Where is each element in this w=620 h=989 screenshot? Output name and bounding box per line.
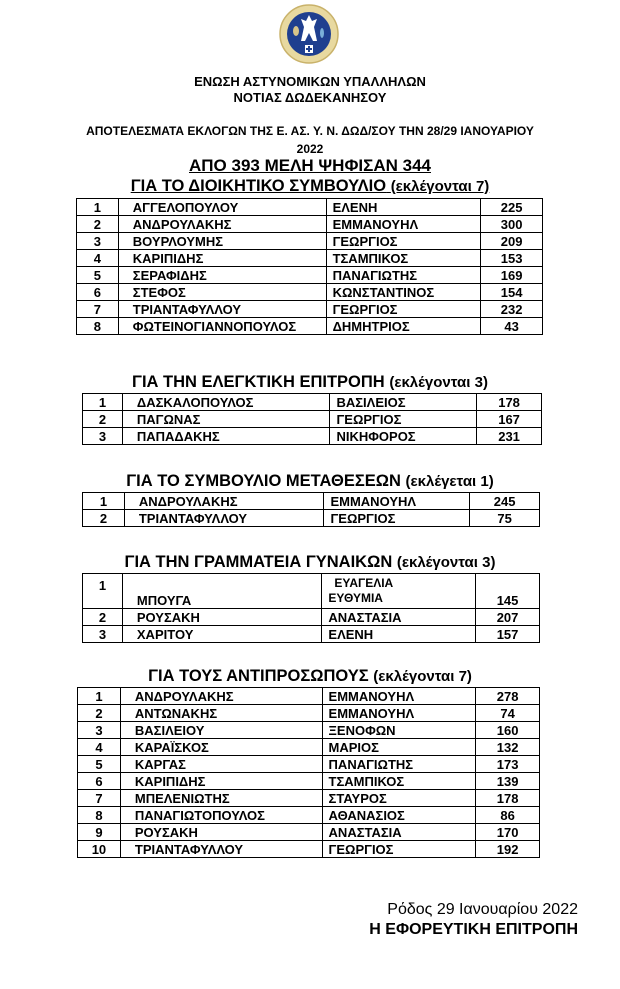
results-line-2: 2022: [296, 142, 324, 156]
results-table-board: [76, 198, 543, 335]
votes-cell: 145: [476, 574, 540, 609]
table-row: [78, 824, 540, 841]
surname-cell: ΣΤΕΦΟΣ: [118, 284, 326, 301]
surname-cell: ΠΑΓΩΝΑΣ: [122, 411, 330, 428]
section-name: ΓΙΑ ΤΟ ΣΥΜΒΟΥΛΙΟ ΜΕΤΑΘΕΣΕΩΝ: [126, 472, 401, 490]
row-number: 3: [77, 233, 119, 250]
row-number: 2: [83, 609, 123, 626]
votes-cell: 232: [481, 301, 543, 318]
surname-cell: ΑΓΓΕΛΟΠΟΥΛΟΥ: [118, 199, 326, 216]
votes-cell: 278: [476, 688, 540, 705]
signature: Η ΕΦΟΡΕΥΤΙΚΗ ΕΠΙΤΡΟΠΗ: [369, 921, 578, 938]
firstname-cell: ΕΛΕΝΗ: [322, 626, 476, 643]
surname-cell: ΑΝΔΡΟΥΛΑΚΗΣ: [124, 493, 324, 510]
firstname-cell: ΠΑΝΑΓΙΩΤΗΣ: [326, 267, 481, 284]
surname-cell: ΚΑΡΙΠΙΔΗΣ: [118, 250, 326, 267]
firstname-line-1: ΕΥΑΓΕΛΙΑ: [334, 576, 394, 590]
votes-cell: 139: [476, 773, 540, 790]
row-number: 4: [77, 250, 119, 267]
section-title-board: [0, 177, 620, 196]
firstname-cell: ΓΕΩΡΓΙΟΣ: [324, 510, 470, 527]
row-number: 5: [77, 267, 119, 284]
surname-cell: ΜΠΟΥΓΑ: [122, 574, 322, 609]
firstname-cell: ΑΝΑΣΤΑΣΙΑ: [322, 824, 476, 841]
firstname-cell: ΤΣΑΜΠΙΚΟΣ: [326, 250, 481, 267]
votes-cell: 245: [470, 493, 540, 510]
firstname-cell: ΑΘΑΝΑΣΙΟΣ: [322, 807, 476, 824]
row-number: 1: [78, 688, 121, 705]
section-name: ΓΙΑ ΤΗΝ ΓΡΑΜΜΑΤΕΙΑ ΓΥΝΑΙΚΩΝ: [124, 553, 393, 571]
firstname-cell: ΚΩΝΣΤΑΝΤΙΝΟΣ: [326, 284, 481, 301]
votes-cell: 160: [476, 722, 540, 739]
surname-cell: ΧΑΡΙΤΟΥ: [122, 626, 322, 643]
votes-cell: 178: [477, 394, 542, 411]
votes-cell: 86: [476, 807, 540, 824]
surname-cell: ΦΩΤΕΙΝΟΓΙΑΝΝΟΠΟΥΛΟΣ: [118, 318, 326, 335]
table-row: [78, 722, 540, 739]
section-note: (εκλέγονται 3): [396, 554, 496, 571]
table-row: [83, 609, 540, 626]
surname-cell: ΠΑΝΑΓΙΩΤΟΠΟΥΛΟΣ: [120, 807, 322, 824]
votes-cell: 231: [477, 428, 542, 445]
table-row: [78, 773, 540, 790]
firstname-cell: ΕΜΜΑΝΟΥΗΛ: [322, 688, 476, 705]
votes-cell: 170: [476, 824, 540, 841]
surname-cell: ΑΝΔΡΟΥΛΑΚΗΣ: [120, 688, 322, 705]
row-number: 2: [78, 705, 121, 722]
row-number: 3: [83, 626, 123, 643]
org-line-2: ΝΟΤΙΑΣ ΔΩΔΕΚΑΝΗΣΟΥ: [233, 90, 387, 105]
surname-cell: ΤΡΙΑΝΤΑΦΥΛΛΟΥ: [120, 841, 322, 858]
row-number: 10: [78, 841, 121, 858]
results-table-audit: [82, 393, 542, 445]
firstname-cell: ΑΝΑΣΤΑΣΙΑ: [322, 609, 476, 626]
votes-cell: 157: [476, 626, 540, 643]
row-number: 6: [78, 773, 121, 790]
firstname-cell: ΕΜΜΑΝΟΥΗΛ: [324, 493, 470, 510]
firstname-cell: [322, 574, 476, 609]
surname-cell: ΡΟΥΣΑΚΗ: [120, 824, 322, 841]
firstname-cell: ΔΗΜΗΤΡΙΟΣ: [326, 318, 481, 335]
surname-cell: ΔΑΣΚΑΛΟΠΟΥΛΟΣ: [122, 394, 330, 411]
row-number: 7: [78, 790, 121, 807]
surname-cell: ΤΡΙΑΝΤΑΦΥΛΛΟΥ: [124, 510, 324, 527]
firstname-cell: ΤΣΑΜΠΙΚΟΣ: [322, 773, 476, 790]
surname-cell: ΡΟΥΣΑΚΗ: [122, 609, 322, 626]
table-row: [78, 756, 540, 773]
table-row: [78, 705, 540, 722]
surname-cell: ΚΑΡΙΠΙΔΗΣ: [120, 773, 322, 790]
row-number: 9: [78, 824, 121, 841]
table-row: [78, 790, 540, 807]
table-row: [77, 199, 543, 216]
votes-cell: 132: [476, 739, 540, 756]
table-row: [83, 574, 540, 609]
surname-cell: ΑΝΤΩΝΑΚΗΣ: [120, 705, 322, 722]
votes-cell: 75: [470, 510, 540, 527]
firstname-cell: ΕΜΜΑΝΟΥΗΛ: [326, 216, 481, 233]
votes-cell: 167: [477, 411, 542, 428]
surname-cell: ΚΑΡΓΑΣ: [120, 756, 322, 773]
section-note: (εκλέγονται 7): [390, 178, 490, 195]
union-emblem-icon: [275, 3, 343, 65]
votes-cell: 209: [481, 233, 543, 250]
row-number: 8: [77, 318, 119, 335]
table-row: [77, 301, 543, 318]
surname-cell: ΜΠΕΛΕΝΙΩΤΗΣ: [120, 790, 322, 807]
votes-cell: 192: [476, 841, 540, 858]
table-row: [78, 739, 540, 756]
row-number: 3: [83, 428, 123, 445]
table-row: [78, 688, 540, 705]
row-number: 2: [83, 411, 123, 428]
firstname-cell: ΓΕΩΡΓΙΟΣ: [330, 411, 477, 428]
votes-cell: 300: [481, 216, 543, 233]
row-number: 8: [78, 807, 121, 824]
table-row: [77, 216, 543, 233]
surname-cell: ΤΡΙΑΝΤΑΦΥΛΛΟΥ: [118, 301, 326, 318]
row-number: 2: [77, 216, 119, 233]
row-number: 5: [78, 756, 121, 773]
organization-heading: [0, 74, 620, 106]
votes-cell: 43: [481, 318, 543, 335]
table-row: [83, 394, 542, 411]
results-table-representatives: [77, 687, 540, 858]
row-number: 2: [83, 510, 125, 527]
firstname-cell: ΓΕΩΡΓΙΟΣ: [326, 301, 481, 318]
surname-cell: ΒΑΣΙΛΕΙΟΥ: [120, 722, 322, 739]
table-row: [77, 233, 543, 250]
votes-cell: 178: [476, 790, 540, 807]
section-title-audit: [0, 373, 620, 392]
section-name: ΓΙΑ ΤΗΝ ΕΛΕΓΚΤΙΚΗ ΕΠΙΤΡΟΠΗ: [132, 373, 385, 391]
org-line-1: ΕΝΩΣΗ ΑΣΤΥΝΟΜΙΚΩΝ ΥΠΑΛΛΗΛΩΝ: [194, 74, 426, 89]
firstname-cell: ΞΕΝΟΦΩΝ: [322, 722, 476, 739]
section-title-representatives: [0, 667, 620, 686]
firstname-cell: ΒΑΣΙΛΕΙΟΣ: [330, 394, 477, 411]
votes-cell: 74: [476, 705, 540, 722]
votes-cell: 154: [481, 284, 543, 301]
votes-cell: 153: [481, 250, 543, 267]
row-number: 6: [77, 284, 119, 301]
table-row: [77, 318, 543, 335]
section-name: ΓΙΑ ΤΟ ΔΙΟΙΚΗΤΙΚΟ ΣΥΜΒΟΥΛΙΟ: [130, 177, 387, 195]
firstname-cell: ΕΜΜΑΝΟΥΗΛ: [322, 705, 476, 722]
surname-cell: ΑΝΔΡΟΥΛΑΚΗΣ: [118, 216, 326, 233]
row-number: 1: [83, 493, 125, 510]
results-heading: [0, 122, 620, 158]
table-row: [77, 284, 543, 301]
table-row: [83, 493, 540, 510]
section-title-transfers: [0, 472, 620, 491]
table-row: [83, 411, 542, 428]
section-name: ΓΙΑ ΤΟΥΣ ΑΝΤΙΠΡΟΣΩΠΟΥΣ: [148, 667, 369, 685]
firstname-cell: ΝΙΚΗΦΟΡΟΣ: [330, 428, 477, 445]
turnout-heading: ΑΠΟ 393 ΜΕΛΗ ΨΗΦΙΣΑΝ 344: [189, 156, 431, 175]
firstname-cell: ΣΤΑΥΡΟΣ: [322, 790, 476, 807]
results-table-women: [82, 573, 540, 643]
table-row: [77, 250, 543, 267]
firstname-cell: ΓΕΩΡΓΙΟΣ: [326, 233, 481, 250]
table-row: [83, 510, 540, 527]
votes-cell: 207: [476, 609, 540, 626]
table-row: [78, 807, 540, 824]
surname-cell: ΒΟΥΡΛΟΥΜΗΣ: [118, 233, 326, 250]
firstname-cell: ΕΛΕΝΗ: [326, 199, 481, 216]
results-line-1: ΑΠΟΤΕΛΕΣΜΑΤΑ ΕΚΛΟΓΩΝ ΤΗΣ Ε. ΑΣ. Υ. Ν. ΔΩΔ/ΣΟΥ ΤΗΝ 28/29 ΙΑΝΟΥΑΡΙΟΥ: [86, 124, 534, 138]
section-note: (εκλέγεται 1): [405, 473, 494, 490]
votes-cell: 169: [481, 267, 543, 284]
surname-cell: ΣΕΡΑΦΙΔΗΣ: [118, 267, 326, 284]
table-row: [83, 626, 540, 643]
surname-cell: ΚΑΡΑΪΣΚΟΣ: [120, 739, 322, 756]
row-number: 1: [77, 199, 119, 216]
results-table-transfers: [82, 492, 540, 527]
section-note: (εκλέγονται 7): [373, 668, 472, 685]
votes-cell: 225: [481, 199, 543, 216]
row-number: 1: [83, 574, 123, 609]
section-title-women: [0, 553, 620, 572]
surname-cell: ΠΑΠΑΔΑΚΗΣ: [122, 428, 330, 445]
table-row: [83, 428, 542, 445]
table-row: [78, 841, 540, 858]
votes-cell: 173: [476, 756, 540, 773]
place-date: Ρόδος 29 Ιανουαρίου 2022: [387, 901, 578, 918]
firstname-cell: ΓΕΩΡΓΙΟΣ: [322, 841, 476, 858]
row-number: 3: [78, 722, 121, 739]
row-number: 4: [78, 739, 121, 756]
row-number: 1: [83, 394, 123, 411]
section-note: (εκλέγονται 3): [389, 374, 488, 391]
firstname-cell: ΜΑΡΙΟΣ: [322, 739, 476, 756]
row-number: 7: [77, 301, 119, 318]
firstname-line-2: ΕΥΘΥΜΙΑ: [328, 591, 383, 605]
table-row: [77, 267, 543, 284]
firstname-cell: ΠΑΝΑΓΙΩΤΗΣ: [322, 756, 476, 773]
